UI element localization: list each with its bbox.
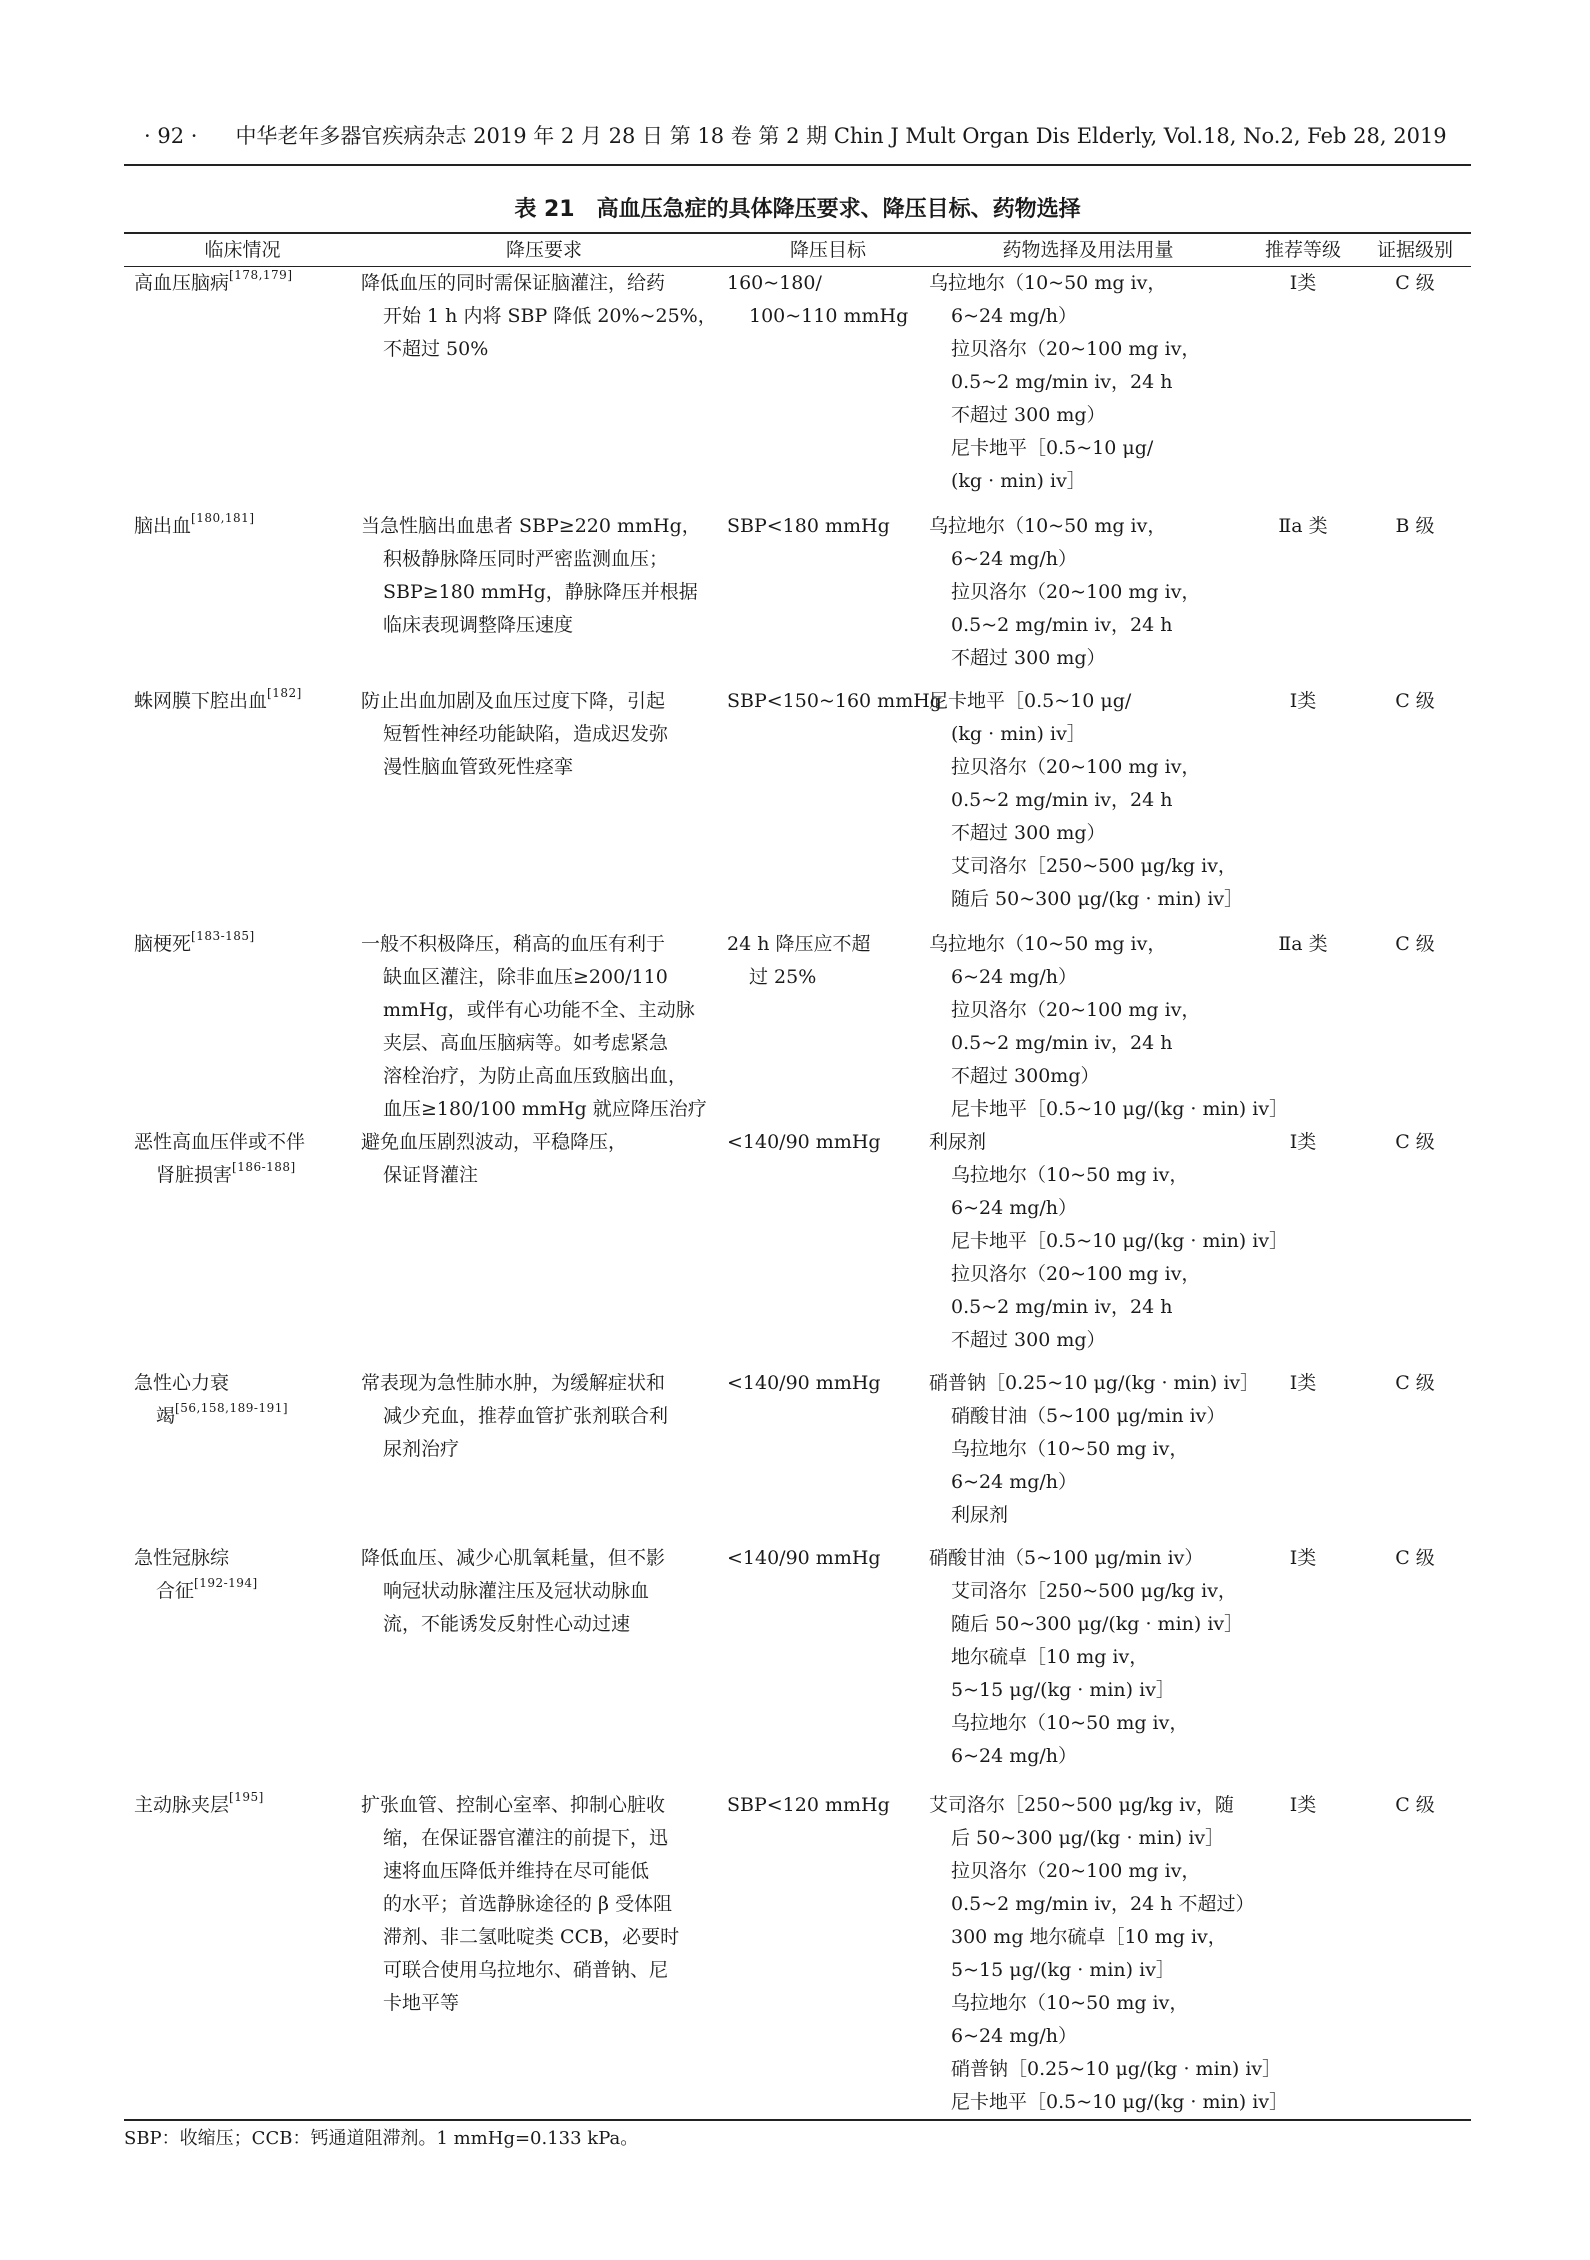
cell-grade: Ⅰ类 (1289, 1131, 1317, 1153)
requirement-line: 开始 1 h 内将 SBP 降低 20%~25%， (383, 305, 717, 327)
drug-line: 拉贝洛尔（20~100 mg iv， (951, 1860, 1201, 1882)
drug-line: 0.5~2 mg/min iv，24 h (951, 1032, 1173, 1054)
cell-drugs (929, 1789, 1289, 2120)
target-line: <140/90 mmHg (727, 1131, 881, 1153)
drug-line: 尼卡地平［0.5~10 μg/ (929, 690, 1132, 712)
reference-citation: [178,179] (229, 268, 293, 282)
condition-text: 脑出血 (134, 515, 192, 537)
col-header-condition: 临床情况 (124, 233, 361, 267)
cell-condition (124, 267, 361, 511)
table-row (124, 1126, 1471, 1367)
condition-text: 急性心力衰 (134, 1372, 230, 1394)
drug-line: 5~15 μg/(kg · min) iv］ (951, 1959, 1175, 1981)
drug-line: 尼卡地平［0.5~10 μg/(kg · min) iv］ (951, 1098, 1289, 1120)
reference-citation: [183-185] (191, 929, 255, 943)
drug-line: 乌拉地尔（10~50 mg iv， (951, 1712, 1189, 1734)
drug-line: 地尔硫卓［10 mg iv， (951, 1646, 1149, 1668)
drug-line: 不超过 300mg） (951, 1065, 1100, 1087)
table-header-row (124, 233, 1471, 267)
cell-evidence: C 级 (1395, 272, 1435, 294)
condition-text: 竭 (156, 1405, 176, 1427)
header-rule (124, 164, 1471, 166)
drug-line: 5~15 μg/(kg · min) iv］ (951, 1679, 1175, 1701)
drug-line: 拉贝洛尔（20~100 mg iv， (951, 999, 1201, 1021)
drug-line: 艾司洛尔［250~500 μg/kg iv， (951, 855, 1237, 877)
cell-condition (124, 510, 361, 685)
drug-line: 6~24 mg/h） (951, 1745, 1078, 1767)
cell-grade: Ⅰ类 (1289, 1794, 1317, 1816)
col-header-requirement: 降压要求 (361, 233, 727, 267)
drug-line: 乌拉地尔（10~50 mg iv， (929, 515, 1167, 537)
drug-line: 0.5~2 mg/min iv，24 h 不超过） (951, 1893, 1255, 1915)
cell-condition (124, 685, 361, 928)
table-body (124, 267, 1471, 2121)
cell-condition (124, 1126, 361, 1367)
page-header (144, 120, 1471, 150)
drug-line: 6~24 mg/h） (951, 548, 1078, 570)
cell-target (727, 510, 929, 685)
cell-drugs (929, 1542, 1247, 1789)
cell-grade: Ⅰ类 (1289, 1372, 1317, 1394)
drug-line: 不超过 300 mg） (951, 1329, 1106, 1351)
col-header-drugs: 药物选择及用法用量 (929, 233, 1247, 267)
cell-requirement (361, 1542, 727, 1789)
requirement-line: 响冠状动脉灌注压及冠状动脉血 (383, 1580, 650, 1602)
cell-grade: Ⅰ类 (1289, 272, 1317, 294)
drug-line: 硝普钠［0.25~10 μg/(kg · min) iv］ (929, 1372, 1260, 1394)
requirement-line: 避免血压剧烈波动，平稳降压， (361, 1131, 628, 1153)
table-row (124, 928, 1471, 1126)
reference-citation: [56,158,189-191] (175, 1401, 289, 1415)
table-row (124, 1789, 1471, 2120)
cell-evidence: C 级 (1395, 933, 1435, 955)
cell-target (727, 1542, 929, 1789)
reference-citation: [195] (229, 1790, 264, 1804)
drug-line: 拉贝洛尔（20~100 mg iv， (951, 1263, 1201, 1285)
target-line: 100~110 mmHg (749, 305, 909, 327)
cell-requirement (361, 1789, 727, 2120)
cell-evidence: C 级 (1395, 1372, 1435, 1394)
target-line: SBP<120 mmHg (727, 1794, 890, 1816)
page-number: · 92 · (144, 124, 198, 148)
cell-evidence: C 级 (1395, 1794, 1435, 1816)
requirement-line: 常表现为急性肺水肿，为缓解症状和 (361, 1372, 666, 1394)
requirement-line: 流，不能诱发反射性心动过速 (383, 1613, 631, 1635)
target-line: <140/90 mmHg (727, 1372, 881, 1394)
cell-target (727, 267, 929, 511)
drug-line: 0.5~2 mg/min iv，24 h (951, 614, 1173, 636)
requirement-line: 缩，在保证器官灌注的前提下，迅 (383, 1827, 669, 1849)
drug-line: 拉贝洛尔（20~100 mg iv， (951, 756, 1201, 778)
condition-text: 合征 (156, 1580, 195, 1602)
drug-line: 尼卡地平［0.5~10 μg/(kg · min) iv］ (951, 2091, 1289, 2113)
requirement-line: 卡地平等 (383, 1992, 460, 2014)
drug-line: 0.5~2 mg/min iv，24 h (951, 1296, 1173, 1318)
drug-line: 乌拉地尔（10~50 mg iv， (929, 933, 1167, 955)
requirement-line: 可联合使用乌拉地尔、硝普钠、尼 (383, 1959, 669, 1981)
reference-citation: [180,181] (191, 511, 255, 525)
drug-line: 6~24 mg/h） (951, 966, 1078, 988)
condition-text: 急性冠脉综 (134, 1547, 230, 1569)
cell-grade: Ⅱa 类 (1278, 515, 1328, 537)
drug-line: (kg · min) iv］ (951, 723, 1086, 745)
reference-citation: [186-188] (232, 1160, 296, 1174)
table-row (124, 1367, 1471, 1542)
requirement-line: 夹层、高血压脑病等。如考虑紧急 (383, 1032, 669, 1054)
drug-line: 乌拉地尔（10~50 mg iv， (951, 1992, 1189, 2014)
drug-line: 随后 50~300 μg/(kg · min) iv］ (951, 1613, 1244, 1635)
drug-line: (kg · min) iv］ (951, 470, 1086, 492)
cell-drugs (929, 267, 1247, 511)
reference-citation: [182] (267, 686, 302, 700)
cell-grade: Ⅰ类 (1289, 1547, 1317, 1569)
target-line: SBP<150~160 mmHg (727, 690, 942, 712)
requirement-line: 滞剂、非二氢吡啶类 CCB，必要时 (383, 1926, 680, 1948)
table-row (124, 685, 1471, 928)
cell-target (727, 1789, 929, 2120)
requirement-line: mmHg，或伴有心功能不全、主动脉 (383, 999, 695, 1021)
requirement-line: 当急性脑出血患者 SBP≥220 mmHg， (361, 515, 701, 537)
drug-line: 不超过 300 mg） (951, 404, 1106, 426)
target-line: 160~180/ (727, 272, 822, 294)
target-line: 过 25% (749, 966, 817, 988)
hypertension-emergency-table (124, 232, 1471, 2121)
cell-evidence: B 级 (1395, 515, 1435, 537)
cell-drugs (929, 928, 1289, 1126)
drug-line: 拉贝洛尔（20~100 mg iv， (951, 338, 1201, 360)
table-number: 表 21 (514, 197, 575, 222)
condition-text: 主动脉夹层 (134, 1794, 230, 1816)
drug-line: 0.5~2 mg/min iv，24 h (951, 371, 1173, 393)
drug-line: 6~24 mg/h） (951, 1471, 1078, 1493)
table-row (124, 267, 1471, 511)
requirement-line: 血压≥180/100 mmHg 就应降压治疗 (383, 1098, 707, 1120)
cell-condition (124, 1542, 361, 1789)
col-header-grade: 推荐等级 (1247, 233, 1359, 267)
drug-line: 利尿剂 (951, 1504, 1009, 1526)
cell-drugs (929, 685, 1247, 928)
col-header-evidence: 证据级别 (1359, 233, 1471, 267)
drug-line: 尼卡地平［0.5~10 μg/(kg · min) iv］ (951, 1230, 1289, 1252)
drug-line: 0.5~2 mg/min iv，24 h (951, 789, 1173, 811)
drug-line: 随后 50~300 μg/(kg · min) iv］ (951, 888, 1244, 910)
drug-line: 艾司洛尔［250~500 μg/kg iv，随 (929, 1794, 1234, 1816)
condition-text: 恶性高血压伴或不伴 (134, 1131, 306, 1153)
requirement-line: 速将血压降低并维持在尽可能低 (383, 1860, 650, 1882)
table-title (124, 192, 1471, 223)
requirement-line: 积极静脉降压同时严密监测血压； (383, 548, 669, 570)
cell-evidence: C 级 (1395, 690, 1435, 712)
requirement-line: 降低血压、减少心肌氧耗量，但不影 (361, 1547, 666, 1569)
cell-drugs (929, 510, 1247, 685)
drug-line: 利尿剂 (929, 1131, 987, 1153)
reference-citation: [192-194] (194, 1576, 258, 1590)
target-line: SBP<180 mmHg (727, 515, 890, 537)
requirement-line: SBP≥180 mmHg，静脉降压并根据 (383, 581, 698, 603)
requirement-line: 临床表现调整降压速度 (383, 614, 574, 636)
requirement-line: 防止出血加剧及血压过度下降，引起 (361, 690, 666, 712)
target-line: <140/90 mmHg (727, 1547, 881, 1569)
drug-line: 硝酸甘油（5~100 μg/min iv） (929, 1547, 1204, 1569)
requirement-line: 一般不积极降压，稍高的血压有利于 (361, 933, 666, 955)
cell-condition (124, 1789, 361, 2120)
table-row (124, 510, 1471, 685)
requirement-line: 保证肾灌注 (383, 1164, 479, 1186)
drug-line: 乌拉地尔（10~50 mg iv， (951, 1438, 1189, 1460)
cell-requirement (361, 1126, 727, 1367)
condition-text: 高血压脑病 (134, 272, 230, 294)
drug-line: 硝酸甘油（5~100 μg/min iv） (951, 1405, 1226, 1427)
requirement-line: 减少充血，推荐血管扩张剂联合利 (383, 1405, 669, 1427)
cell-requirement (361, 1367, 727, 1542)
cell-drugs (929, 1367, 1260, 1542)
cell-target (727, 685, 942, 928)
drug-line: 不超过 300 mg） (951, 647, 1106, 669)
requirement-line: 的水平；首选静脉途径的 β 受体阻 (383, 1893, 673, 1915)
cell-drugs (929, 1126, 1289, 1367)
cell-evidence: C 级 (1395, 1131, 1435, 1153)
drug-line: 不超过 300 mg） (951, 822, 1106, 844)
requirement-line: 降低血压的同时需保证脑灌注，给药 (361, 272, 666, 294)
requirement-line: 扩张血管、控制心室率、抑制心脏收 (361, 1794, 666, 1816)
cell-condition (124, 1367, 361, 1542)
table-row (124, 1542, 1471, 1789)
drug-line: 艾司洛尔［250~500 μg/kg iv， (951, 1580, 1237, 1602)
cell-condition (124, 928, 361, 1126)
requirement-line: 溶栓治疗，为防止高血压致脑出血， (383, 1065, 688, 1087)
cell-grade: Ⅰ类 (1289, 690, 1317, 712)
requirement-line: 漫性脑血管致死性痉挛 (383, 756, 574, 778)
cell-requirement (361, 510, 727, 685)
journal-citation: 中华老年多器官疾病杂志 2019 年 2 月 28 日 第 18 卷 第 2 期 Chin J Mult Organ Dis Elderly, Vol.18, No.2, Feb 28, 2019 (235, 124, 1447, 148)
table-footnote: SBP：收缩压；CCB：钙通道阻滞剂。1 mmHg=0.133 kPa。 (124, 2128, 639, 2149)
requirement-line: 不超过 50% (383, 338, 489, 360)
cell-target (727, 1367, 929, 1542)
condition-text: 蛛网膜下腔出血 (134, 690, 268, 712)
drug-line: 拉贝洛尔（20~100 mg iv， (951, 581, 1201, 603)
cell-requirement (361, 928, 727, 1126)
drug-line: 6~24 mg/h） (951, 1197, 1078, 1219)
drug-line: 6~24 mg/h） (951, 305, 1078, 327)
cell-target (727, 1126, 929, 1367)
cell-evidence: C 级 (1395, 1547, 1435, 1569)
condition-text: 肾脏损害 (156, 1164, 233, 1186)
drug-line: 硝普钠［0.25~10 μg/(kg · min) iv］ (951, 2058, 1282, 2080)
requirement-line: 短暂性神经功能缺陷，造成迟发弥 (383, 723, 669, 745)
drug-line: 后 50~300 μg/(kg · min) iv］ (951, 1827, 1225, 1849)
requirement-line: 尿剂治疗 (383, 1438, 460, 1460)
cell-target (727, 928, 929, 1126)
drug-line: 300 mg 地尔硫卓［10 mg iv， (951, 1926, 1227, 1948)
col-header-target: 降压目标 (727, 233, 929, 267)
table-caption: 高血压急症的具体降压要求、降压目标、药物选择 (596, 197, 1081, 222)
cell-requirement (361, 685, 727, 928)
condition-text: 脑梗死 (134, 933, 192, 955)
drug-line: 尼卡地平［0.5~10 μg/ (951, 437, 1154, 459)
target-line: 24 h 降压应不超 (727, 933, 871, 955)
drug-line: 乌拉地尔（10~50 mg iv， (951, 1164, 1189, 1186)
cell-requirement (361, 267, 727, 511)
drug-line: 6~24 mg/h） (951, 2025, 1078, 2047)
cell-grade: Ⅱa 类 (1278, 933, 1328, 955)
requirement-line: 缺血区灌注，除非血压≥200/110 (383, 966, 668, 988)
drug-line: 乌拉地尔（10~50 mg iv， (929, 272, 1167, 294)
